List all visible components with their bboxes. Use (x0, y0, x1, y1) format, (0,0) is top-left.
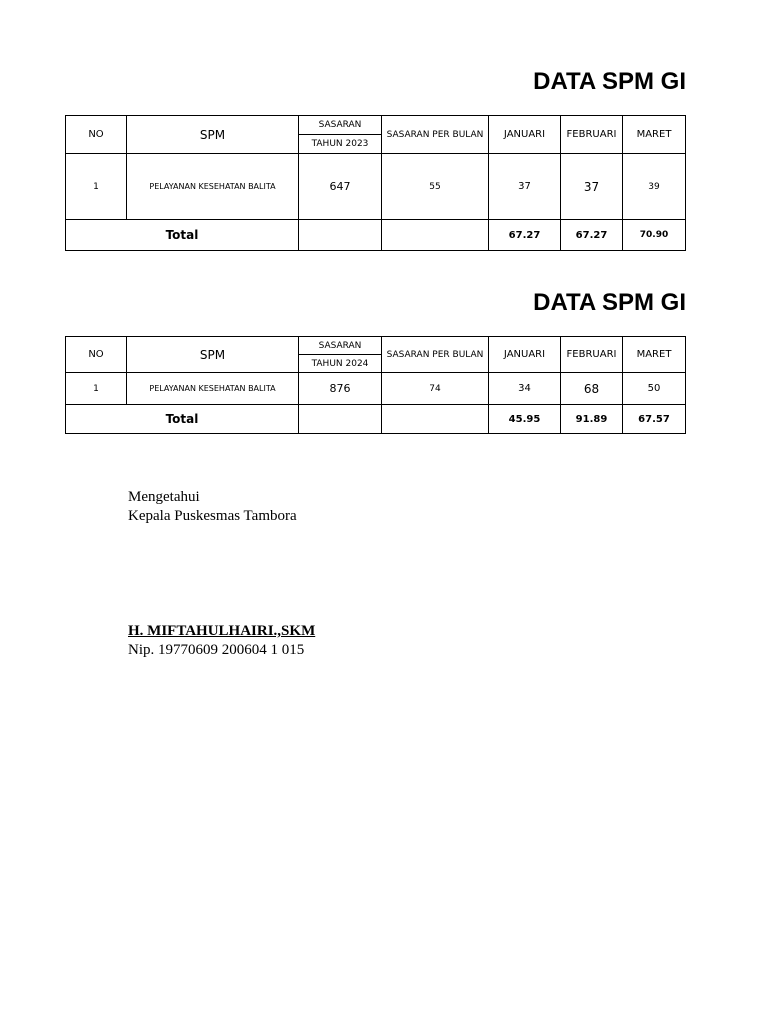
section-title: DATA SPM GI (533, 68, 686, 95)
header-no: NO (66, 337, 127, 373)
total-sasaran (299, 405, 382, 434)
header-januari: JANUARI (489, 337, 561, 373)
cell-januari: 34 (489, 373, 561, 405)
header-sasaran-per-bulan: SASARAN PER BULAN (382, 116, 489, 154)
cell-no: 1 (66, 373, 127, 405)
cell-maret: 50 (623, 373, 686, 405)
total-sasaran-per-bulan (382, 405, 489, 434)
total-januari: 67.27 (489, 220, 561, 251)
total-maret: 67.57 (623, 405, 686, 434)
header-tahun: TAHUN 2023 (299, 135, 382, 154)
cell-spm: PELAYANAN KESEHATAN BALITA (127, 154, 299, 220)
header-februari: FEBRUARI (561, 337, 623, 373)
total-sasaran (299, 220, 382, 251)
header-spm: SPM (127, 337, 299, 373)
cell-maret: 39 (623, 154, 686, 220)
section-title: DATA SPM GI (533, 289, 686, 316)
header-sasaran-per-bulan: SASARAN PER BULAN (382, 337, 489, 373)
table-row (66, 373, 686, 405)
signer-title: Kepala Puskesmas Tambora (128, 508, 297, 524)
total-row (66, 220, 686, 251)
header-januari: JANUARI (489, 116, 561, 154)
total-maret: 70.90 (623, 220, 686, 251)
spm-table (65, 115, 686, 251)
cell-sasaran: 647 (299, 154, 382, 220)
cell-februari: 37 (561, 154, 623, 220)
signer-nip: Nip. 19770609 200604 1 015 (128, 642, 305, 658)
acknowledgement-label: Mengetahui (128, 489, 200, 505)
total-januari: 45.95 (489, 405, 561, 434)
cell-januari: 37 (489, 154, 561, 220)
header-sasaran: SASARAN (299, 116, 382, 135)
spm-table (65, 336, 686, 434)
total-sasaran-per-bulan (382, 220, 489, 251)
total-februari: 91.89 (561, 405, 623, 434)
cell-februari: 68 (561, 373, 623, 405)
header-maret: MARET (623, 337, 686, 373)
header-tahun: TAHUN 2024 (299, 355, 382, 373)
total-row (66, 405, 686, 434)
total-label: Total (66, 220, 299, 251)
cell-sasaran-per-bulan: 74 (382, 373, 489, 405)
table-row (66, 154, 686, 220)
total-label: Total (66, 405, 299, 434)
header-februari: FEBRUARI (561, 116, 623, 154)
header-sasaran: SASARAN (299, 337, 382, 355)
cell-no: 1 (66, 154, 127, 220)
cell-spm: PELAYANAN KESEHATAN BALITA (127, 373, 299, 405)
header-no: NO (66, 116, 127, 154)
total-februari: 67.27 (561, 220, 623, 251)
signer-name: H. MIFTAHULHAIRI.,SKM (128, 623, 316, 639)
cell-sasaran: 876 (299, 373, 382, 405)
cell-sasaran-per-bulan: 55 (382, 154, 489, 220)
header-spm: SPM (127, 116, 299, 154)
header-maret: MARET (623, 116, 686, 154)
